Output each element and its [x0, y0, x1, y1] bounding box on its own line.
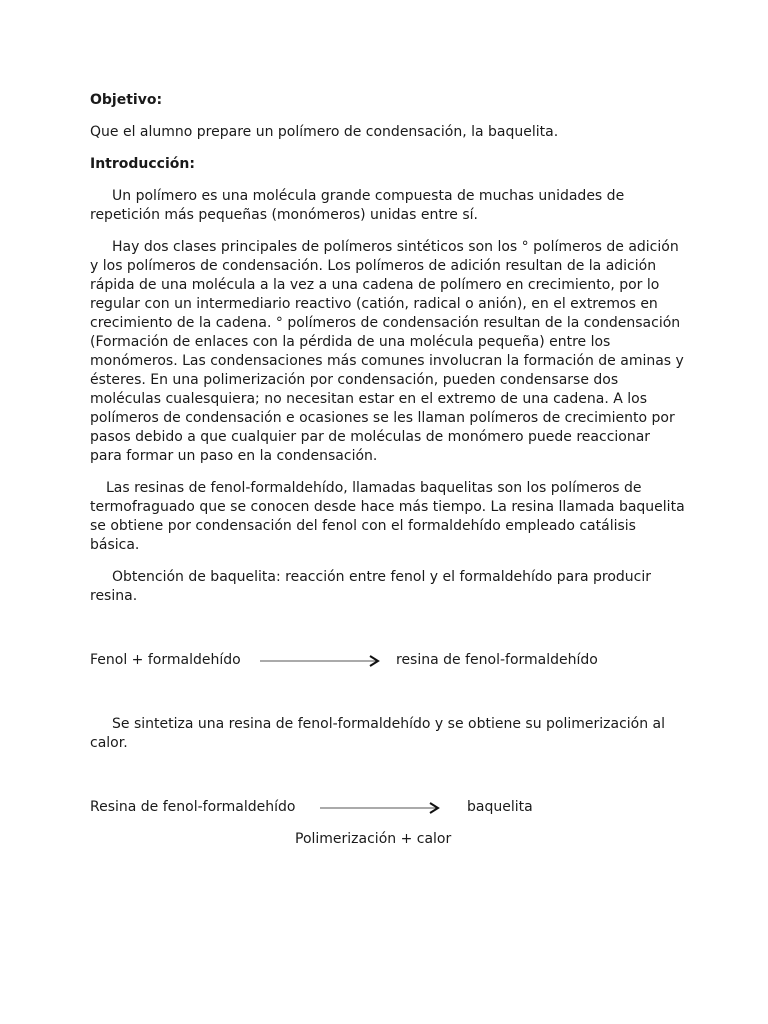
objective-text-line: Que el alumno prepare un polímero de condensación, la baquelita.: [90, 124, 559, 140]
intro-paragraph-3: [90, 479, 690, 555]
paragraph-line: regular con un intermediario reactivo (catión, radical o anión), en el extremos en: [90, 296, 658, 312]
paragraph-line: pasos debido a que cualquier par de moléculas de monómero puede reaccionar: [90, 429, 651, 445]
paragraph-line: repetición más pequeñas (monómeros) unidas entre sí.: [90, 207, 478, 223]
paragraph-line: se obtiene por condensación del fenol con el formaldehído empleado catálisis: [90, 518, 636, 534]
paragraph-line: y los polímeros de condensación. Los polímeros de adición resultan de la adición: [90, 258, 657, 274]
paragraph-line: rápida de una molécula a la vez a una cadena de polímero en crecimiento, por lo: [90, 277, 660, 293]
paragraph-line: Un polímero es una molécula grande compuesta de muchas unidades de: [112, 188, 625, 204]
objective-text: [90, 123, 690, 142]
paragraph-line: polímeros de condensación e ocasiones se les llaman polímeros de crecimiento por: [90, 410, 675, 426]
reaction1-reactants: Fenol + formaldehído: [90, 652, 241, 668]
paragraph-line: para formar un paso en la condensación.: [90, 448, 378, 464]
intro-paragraph-1: [90, 187, 690, 225]
paragraph-line: monómeros. Las condensaciones más comunes involucran la formación de aminas y: [90, 353, 684, 369]
paragraph-line: Hay dos clases principales de polímeros sintéticos son los ° polímeros de adición: [112, 239, 679, 255]
intro-paragraph-4: [90, 568, 690, 606]
paragraph-line: moléculas cualesquiera; no necesitan estar en el extremo de una cadena. A los: [90, 391, 648, 407]
objective-heading: Objetivo:: [90, 92, 163, 108]
paragraph-line: ésteres. En una polimerización por condensación, pueden condensarse dos: [90, 372, 619, 388]
reaction-arrow-icon: [318, 800, 444, 816]
paragraph-5: [90, 715, 690, 753]
paragraph-line: calor.: [90, 735, 128, 751]
reaction2-reactant: Resina de fenol-formaldehído: [90, 799, 296, 815]
reaction2-conditions: Polimerización + calor: [295, 831, 452, 847]
paragraph-line: termofraguado que se conocen desde hace más tiempo. La resina llamada baquelita: [90, 499, 685, 515]
paragraph-line: Obtención de baquelita: reacción entre fenol y el formaldehído para producir: [112, 569, 651, 585]
paragraph-line: Las resinas de fenol-formaldehído, llamadas baquelitas son los polímeros de: [106, 480, 642, 496]
paragraph-line: (Formación de enlaces con la pérdida de una molécula pequeña) entre los: [90, 334, 611, 350]
paragraph-line: resina.: [90, 588, 138, 604]
reaction-arrow-icon: [258, 653, 384, 669]
paragraph-line: básica.: [90, 537, 140, 553]
intro-paragraph-2: [90, 238, 690, 466]
reaction1-product: resina de fenol-formaldehído: [396, 652, 598, 668]
introduction-heading: Introducción:: [90, 156, 195, 172]
paragraph-line: Se sintetiza una resina de fenol-formaldehído y se obtiene su polimerización al: [112, 716, 666, 732]
paragraph-line: crecimiento de la cadena. ° polímeros de condensación resultan de la condensación: [90, 315, 681, 331]
reaction2-product: baquelita: [467, 799, 533, 815]
